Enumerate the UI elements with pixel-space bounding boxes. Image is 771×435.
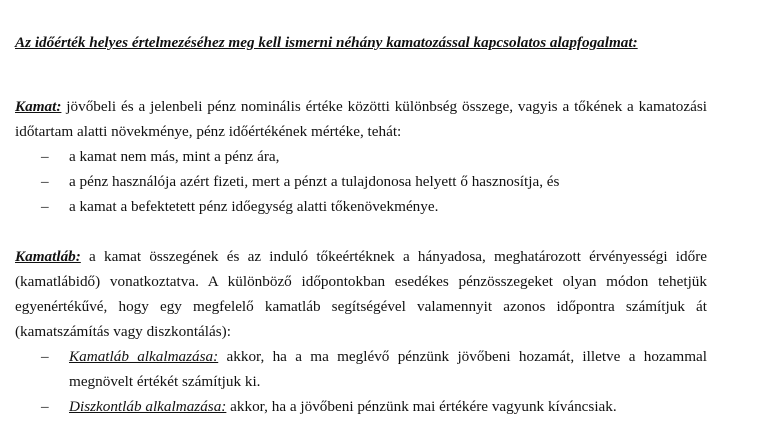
kamat-text: jövőbeli és a jelenbeli pénz nominális értéke közötti különbség összege, vagyis a tőkének a kamatozási időtartam alatti növekménye, pénz időértékének mértéke, tehát:	[15, 98, 707, 141]
list-item	[15, 169, 707, 194]
list-item	[15, 144, 707, 169]
list-item-text: a pénz használója azért fizeti, mert a pénzt a tulajdonosa helyett ő hasznosítja, és	[69, 173, 560, 191]
dash-bullet: –	[41, 398, 49, 416]
list-item-text: a kamat a befektetett pénz időegység alatti tőkenövekménye.	[69, 198, 439, 216]
list-item-text: akkor, ha a jövőbeni pénzünk mai értékére vagyunk kíváncsiak.	[226, 398, 617, 416]
dash-bullet: –	[41, 348, 49, 366]
kamat-term: Kamat:	[15, 98, 62, 116]
list-item-text: a kamat nem más, mint a pénz ára,	[69, 148, 280, 166]
dash-bullet: –	[41, 173, 49, 191]
dash-bullet: –	[41, 198, 49, 216]
kamatlab-definition	[15, 244, 707, 344]
list-item-text: akkor, ha a ma meglévő pénzünk jövőbeni hozamát, illetve a hozammal megnövelt értékét számítjuk ki.	[69, 348, 707, 391]
kamatlab-alkalmazasa-term: Kamatláb alkalmazása:	[69, 348, 219, 366]
kamatlab-term: Kamatláb:	[15, 248, 81, 266]
kamatlab-text: a kamat összegének és az induló tőkeértéknek a hányadosa, meghatározott érvényességi időre (kamatlábidő) vonatkoztatva. A különböző időpontokban esedékes pénzösszegeket olyan módon tehetjük egyenértékűvé, hogy egy megfelelő kamatláb segítségével valamennyit azonos időpontra számítjuk át (kamatszámítás vagy diszkontálás):	[15, 248, 707, 341]
kamat-list	[15, 144, 707, 219]
dash-bullet: –	[41, 148, 49, 166]
list-item	[15, 194, 707, 219]
intro-heading: Az időérték helyes értelmezéséhez meg kell ismerni néhány kamatozással kapcsolatos alapfogalmat:	[15, 34, 638, 52]
document-page	[15, 15, 707, 419]
list-item	[15, 344, 707, 394]
kamatlab-list	[15, 344, 707, 419]
list-item	[15, 394, 707, 419]
diszkontlab-alkalmazasa-term: Diszkontláb alkalmazása:	[69, 398, 227, 416]
kamat-definition	[15, 94, 707, 144]
